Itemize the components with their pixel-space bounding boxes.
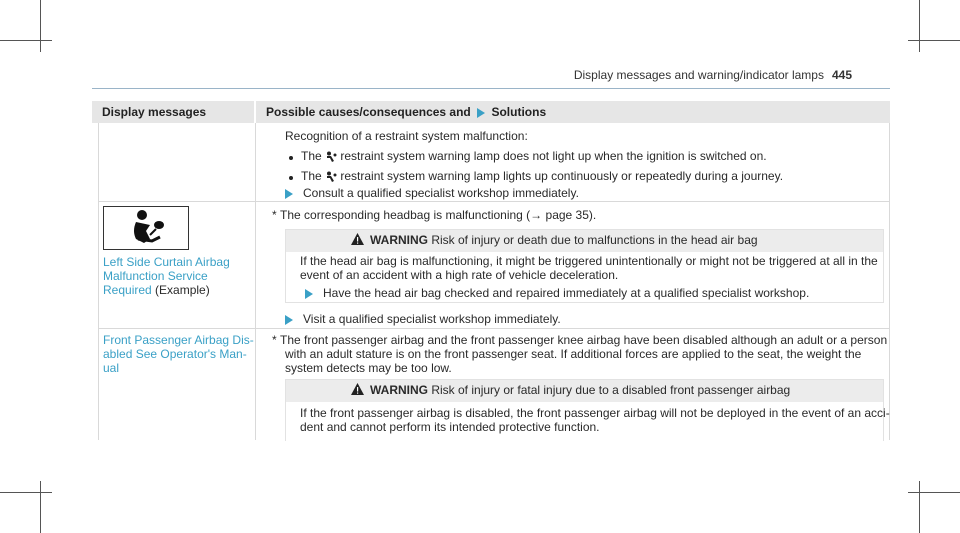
row3-cause-line2: with an adult stature is on the front passenger seat. If additional forces are applied to the seat, the weight the [285,347,862,361]
warning-triangle-icon [351,383,364,399]
row2-warning-action [305,286,809,301]
row3-cause-text: The front passenger airbag and the front passenger knee airbag have been disabled although an adult or a person [280,333,888,347]
row2-warning-title [351,233,758,249]
row1-bullet1 [301,149,767,164]
bullet1-post: restraint system warning lamp does not light up when the ignition is switched on. [340,149,767,163]
bullet1-pre: The [301,149,322,163]
column-divider [255,123,256,440]
arrow-icon [477,108,485,118]
bullet2-post: restraint system warning lamp lights up continuously or repeatedly during a journey. [340,169,784,183]
row2-action [285,312,561,327]
row1-action [285,186,579,201]
row2-action-text: Visit a qualified specialist workshop immediately. [303,312,561,326]
warning-action-text: Have the head air bag checked and repaired immediately at a qualified specialist workshop. [323,286,810,300]
warning-label: WARNING [370,233,428,248]
warning-label: WARNING [370,383,428,398]
bullet2-pre: The [301,169,322,183]
column-divider [98,123,99,440]
row2-example: (Example) [155,283,210,297]
restraint-system-icon [325,171,337,183]
running-header [574,68,852,82]
crop-mark [40,481,41,533]
row1-bullet2 [301,169,783,184]
table-header-col2 [256,101,890,123]
row1-action-text: Consult a qualified specialist workshop immediately. [303,186,579,200]
bullet [289,156,293,160]
warning-title: Risk of injury or fatal injury due to a disabled front passenger airbag [431,383,791,398]
row2-warning-text-line1: If the head air bag is malfunctioning, it might be triggered unintentionally or might not be triggered at all in the [300,254,878,268]
bullet [289,176,293,180]
col2-header-label: Possible causes/consequences and [266,105,471,119]
footnote-star: * [272,333,277,347]
row3-cause-line3: system detects may be too low. [285,361,452,375]
header-rule [92,88,890,89]
running-header-title: Display messages and warning/indicator lamps [573,68,824,82]
page-reference: page 35). [545,208,597,222]
row3-message-line1: Front Passenger Airbag Dis- [103,333,254,347]
arrow-icon [285,189,293,199]
row2-message-line2: Malfunction Service [103,269,208,283]
row3-warning-text-line1: If the front passenger airbag is disabled, the front passenger airbag will not be deployed in the event of an acci- [300,406,890,420]
row2-cause: * The corresponding headbag is malfunctioning (→ page 35). [272,208,597,222]
crop-mark [908,40,960,41]
row3-message-line3: ual [103,361,120,375]
warning-title: Risk of injury or death due to malfunctions in the head air bag [431,233,758,248]
col1-header-label: Display messages [102,105,207,119]
arrow-icon [305,289,313,299]
row2-message-required: Required [103,283,152,297]
column-divider [889,123,890,440]
page-number: 445 [831,68,852,82]
crop-mark [908,492,960,493]
row3-warning-title [351,383,790,399]
row3-message-line2: abled See Operator's Man- [103,347,247,361]
arrow-icon [285,315,293,325]
crop-mark [0,40,52,41]
warning-triangle-icon [351,233,364,249]
crop-mark [40,0,41,52]
row1-intro: Recognition of a restraint system malfunction: [285,129,528,143]
row3-cause-line1 [272,333,887,348]
row2-message-line3 [103,283,210,298]
airbag-warning-icon [103,206,189,250]
restraint-system-icon [325,151,337,163]
row2-warning-text-line2: event of an accident with a high rate of vehicle deceleration. [300,268,619,282]
col2-header-solutions: Solutions [491,105,547,119]
crop-mark [919,0,920,52]
row-divider [98,201,890,202]
crop-mark [919,481,920,533]
row-divider [98,328,890,329]
table-header-col1 [92,101,254,123]
row2-message-line1: Left Side Curtain Airbag [103,255,230,269]
crop-mark [0,492,52,493]
footnote-star: * [272,208,277,222]
row2-cause-text: The corresponding headbag is malfunctioning ( [280,208,531,222]
row3-warning-text-line2: dent and cannot perform its intended protective function. [300,420,600,434]
